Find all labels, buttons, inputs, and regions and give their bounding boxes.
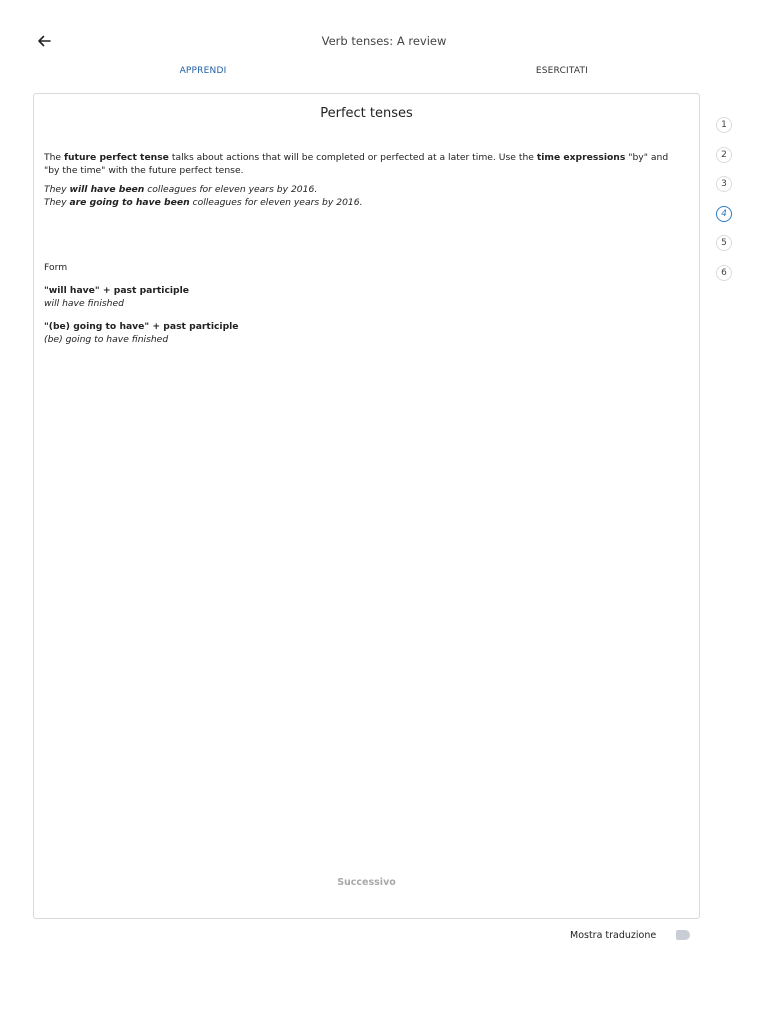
example-verb: are going to have been bbox=[69, 197, 190, 208]
example-text: colleagues for eleven years by 2016. bbox=[189, 197, 363, 208]
intro-term: future perfect tense bbox=[64, 152, 169, 163]
step-1[interactable]: 1 bbox=[716, 117, 732, 133]
card-title: Perfect tenses bbox=[320, 106, 413, 121]
step-5[interactable]: 5 bbox=[716, 235, 732, 251]
translation-row bbox=[570, 928, 690, 942]
page-title: Verb tenses: A review bbox=[321, 34, 447, 48]
example-text: They bbox=[44, 197, 70, 208]
form-rule-head: "(be) going to have" + past participle bbox=[44, 321, 239, 332]
tab-bar bbox=[0, 66, 768, 80]
lesson-content bbox=[44, 151, 681, 346]
example-verb: will have been bbox=[69, 184, 145, 195]
step-3[interactable]: 3 bbox=[716, 176, 732, 192]
form-rule bbox=[44, 284, 681, 310]
intro-text: talks about actions that will be completed or perfected at a later time. Use the bbox=[168, 152, 537, 163]
intro-text: The bbox=[44, 152, 65, 163]
translation-toggle[interactable] bbox=[676, 930, 690, 940]
lesson-card bbox=[33, 93, 700, 919]
step-4[interactable]: 4 bbox=[716, 206, 732, 222]
tab-esercitati[interactable]: ESERCITATI bbox=[535, 66, 589, 76]
examples bbox=[44, 183, 681, 209]
next-button[interactable]: Successivo bbox=[337, 877, 396, 888]
step-2[interactable]: 2 bbox=[716, 147, 732, 163]
form-rule-example: (be) going to have finished bbox=[44, 334, 169, 345]
intro-term: time expressions bbox=[536, 152, 626, 163]
example-text: They bbox=[44, 184, 70, 195]
translation-label: Mostra traduzione bbox=[570, 929, 657, 941]
step-6[interactable]: 6 bbox=[716, 265, 732, 281]
form-label: Form bbox=[44, 262, 68, 273]
form-rule-example: will have finished bbox=[44, 298, 124, 309]
example-sentence bbox=[44, 183, 681, 196]
example-text: colleagues for eleven years by 2016. bbox=[144, 184, 318, 195]
tab-apprendi[interactable]: APPRENDI bbox=[179, 66, 227, 76]
intro-text: "by" and "by the time" with the future perfect tense. bbox=[44, 152, 669, 176]
example-sentence bbox=[44, 196, 681, 209]
form-rule-head: "will have" + past participle bbox=[44, 285, 189, 296]
form-rule bbox=[44, 320, 681, 346]
step-navigator bbox=[716, 117, 736, 295]
intro-paragraph bbox=[44, 151, 681, 177]
